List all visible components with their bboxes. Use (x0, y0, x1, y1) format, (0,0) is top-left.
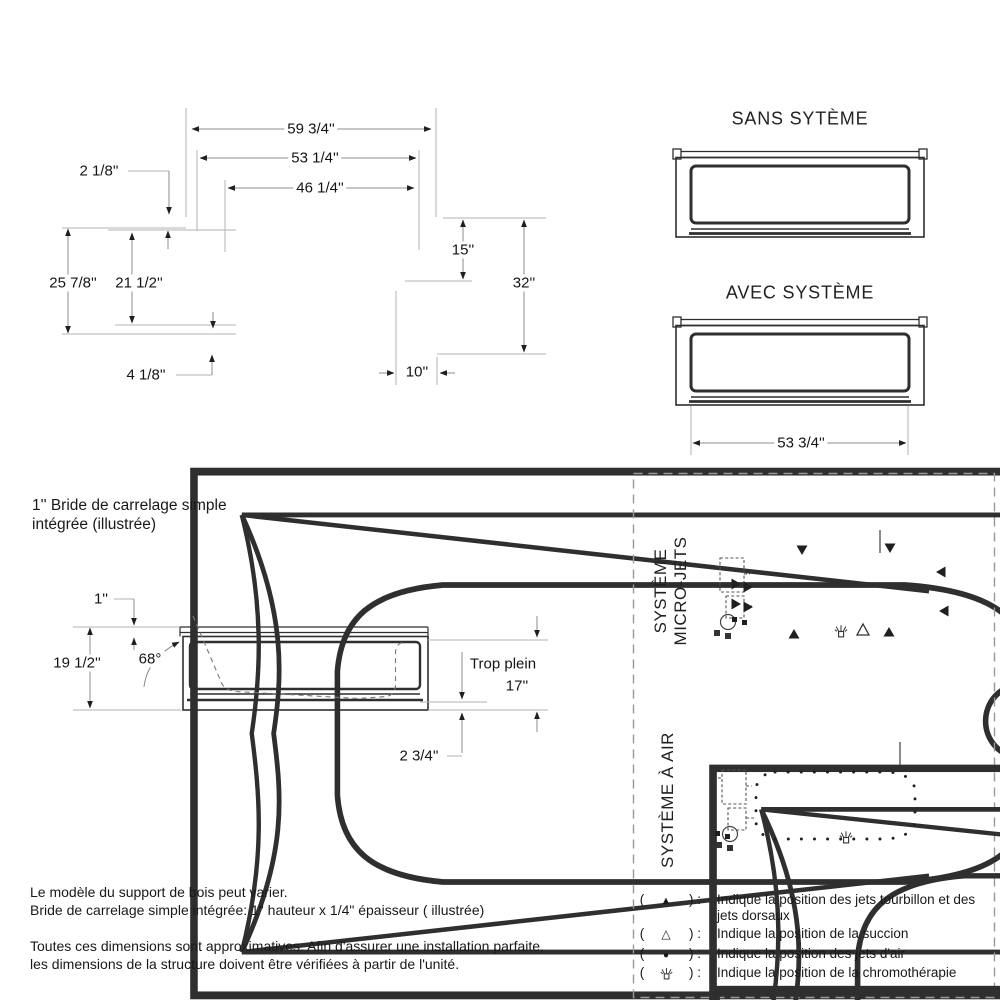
dim-drain-from-top: 15'' (449, 242, 477, 259)
dim-rim-width: 53 1/4'' (288, 150, 341, 167)
legend-item-jets-tourbillon (635, 892, 989, 923)
title-avec-systeme: AVEC SYSTÈME (725, 282, 875, 303)
flange-note (32, 496, 227, 534)
open-triangle-icon: △ (661, 927, 671, 941)
label-systeme-micro-jets-line1: SYSTÈME (651, 548, 670, 634)
dim-drain-from-right: 10'' (403, 364, 431, 381)
open-paren: ( (639, 892, 645, 907)
dim-base-width: 53 3/4'' (774, 435, 827, 452)
flange-note-line1: 1'' Bride de carrelage simple (32, 497, 227, 514)
legend-item-succion (635, 926, 908, 942)
footnote-support-line1: Le modèle du support de bois peut varier. (30, 884, 288, 900)
suction-triangle (857, 624, 869, 635)
footnote-approx-line2: les dimensions de la structure doivent être vérifiées à partir de l'unité. (30, 955, 460, 972)
dim-overflow-height: 17'' (503, 678, 531, 695)
open-paren: ( (639, 965, 645, 980)
chromotherapy-icon (649, 965, 683, 983)
dim-bottom-gap: 2 3/4'' (396, 748, 441, 765)
dim-overall-width: 59 3/4'' (284, 121, 337, 138)
dim-ledge-bottom: 4 1/8'' (123, 367, 168, 384)
legend-item-chromotherapie (635, 965, 956, 983)
dim-flange-height: 1'' (91, 591, 111, 608)
dim-wall-angle: 68° (136, 651, 165, 668)
flange-note-line2: intégrée (illustrée) (32, 516, 157, 533)
dim-overall-height: 19 1/2'' (50, 655, 103, 672)
close-paren: ) : (689, 892, 701, 907)
label-systeme-micro-jets (651, 531, 691, 651)
dim-well-width: 46 1/4'' (293, 180, 346, 197)
filled-circle-icon: ● (662, 950, 670, 961)
side-view-avec-systeme (673, 317, 927, 405)
dim-rim-depth: 21 1/2'' (112, 275, 165, 292)
footnote-support (30, 884, 484, 919)
footnote-approx-line1: Toutes ces dimensions sont approximatives. Afin d'assurer une installation parfaite, (30, 938, 544, 954)
label-systeme-a-air (658, 715, 680, 885)
close-paren: ) : (689, 946, 701, 961)
legend-item-jets-air (635, 946, 905, 963)
elevation-tub-drawing (180, 616, 428, 710)
chromotherapy-icon (840, 831, 852, 843)
air-jet-dots (715, 772, 915, 839)
title-sans-systeme: SANS SYTÈME (731, 108, 869, 129)
dim-overall-depth-right: 32'' (510, 275, 538, 292)
label-systeme-a-air-text: SYSTÈME À AIR (658, 732, 677, 868)
open-paren: ( (639, 946, 645, 961)
legend-text: Indique la position des jets d'air (717, 946, 905, 961)
close-paren: ) : (689, 926, 701, 941)
open-paren: ( (639, 926, 645, 941)
label-trop-plein: Trop plein (467, 656, 539, 673)
footnote-support-line2: Bride de carrelage simple intégrée: 1" hauteur x 1/4" épaisseur ( illustrée) (30, 901, 485, 918)
legend-text: Indique la position de la succion (717, 926, 909, 941)
pump-assembly (716, 770, 754, 851)
elevation-dimension-lines (73, 599, 548, 756)
dim-corner-gap: 2 1/8'' (76, 163, 121, 180)
legend-text: Indique la position des jets tourbillon et des jets dorsaux (717, 892, 976, 923)
label-systeme-micro-jets-line2: MICRO-JETS (671, 536, 690, 646)
side-view-sans-systeme (673, 149, 927, 237)
footnote-approx (30, 938, 544, 973)
dim-overall-depth-left: 25 7/8'' (46, 275, 99, 292)
close-paren: ) : (689, 965, 701, 980)
legend-text: Indique la position de la chromothérapie (717, 965, 957, 980)
chromotherapy-icon (835, 625, 847, 637)
filled-triangle-icon: ▲ (660, 895, 672, 907)
